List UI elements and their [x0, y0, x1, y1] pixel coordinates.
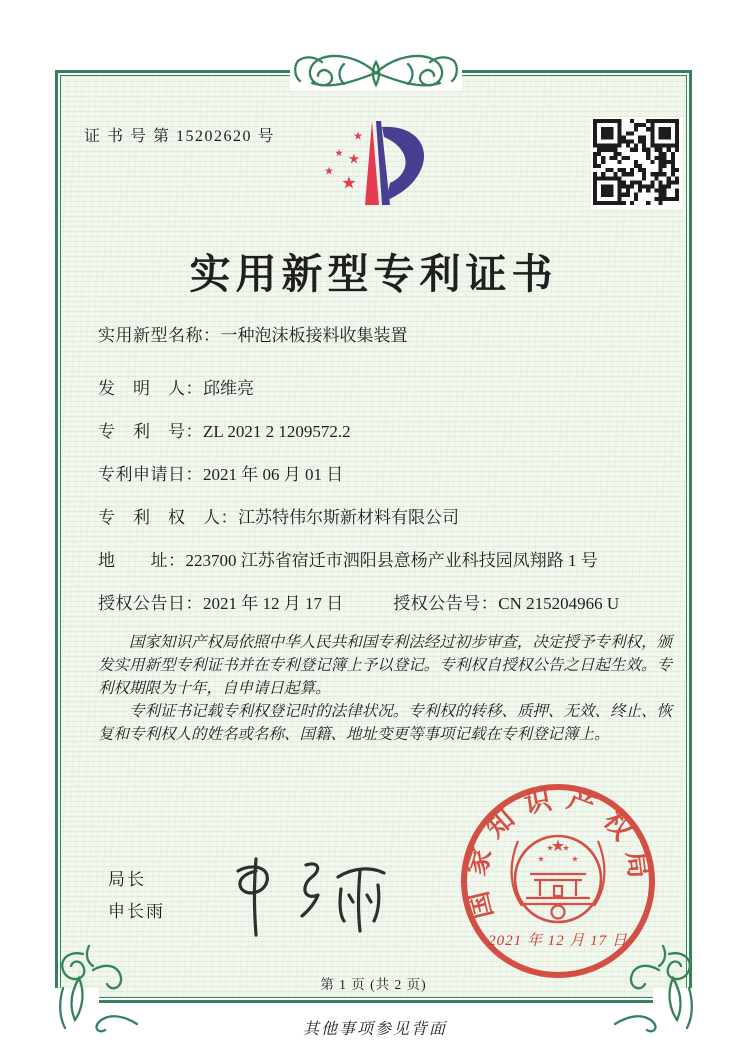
field-row-patentee	[98, 505, 676, 531]
field-row-grant	[98, 591, 676, 617]
seal-date: 2021 年 12 月 17 日	[488, 933, 628, 949]
official-seal	[456, 779, 660, 983]
field-value-patent-no: ZL 2021 2 1209572.2	[203, 422, 351, 441]
field-label-grant-date: 授权公告日：	[98, 594, 203, 613]
field-value-address: 223700 江苏省宿迁市泗阳县意杨产业科技园凤翔路 1 号	[185, 551, 598, 570]
field-row-inventor	[98, 376, 676, 402]
commissioner-title: 局长	[108, 870, 146, 889]
field-row-filing-date	[98, 462, 676, 488]
field-row-patent-no	[98, 419, 676, 445]
field-row-name	[98, 323, 676, 349]
field-value-name: 一种泡沫板接料收集装置	[220, 326, 408, 345]
legal-text-section	[98, 631, 672, 746]
field-label-name: 实用新型名称：	[98, 326, 221, 345]
field-row-address	[98, 548, 676, 574]
field-label-patent-no: 专 利 号：	[98, 422, 203, 441]
svg-text:国家知识产权局	[460, 782, 656, 921]
field-label-grant-no: 授权公告号：	[393, 594, 499, 613]
field-label-filing-date: 专利申请日：	[98, 465, 203, 484]
cnipa-logo-icon	[320, 119, 436, 213]
director-signature	[214, 853, 400, 941]
field-label-inventor: 发 明 人：	[98, 379, 203, 398]
top-flourish-ornament-icon	[226, 50, 526, 96]
legal-paragraph-2: 专利证书记载专利权登记时的法律状况。专利权的转移、质押、无效、终止、恢复和专利权人的姓名或名称、国籍、地址变更等事项记载在专利登记簿上。	[98, 703, 672, 743]
legal-paragraph-1: 国家知识产权局依照中华人民共和国专利法经过初步审查，决定授予专利权，颁发实用新型专利证书并在专利登记簿上予以登记。专利权自授权公告之日起生效。专利权期限为十年，自申请日起算。	[98, 634, 672, 697]
bottom-left-ornament-icon	[49, 944, 141, 1036]
certificate-border-frame	[55, 70, 692, 1003]
certificate-number: 证 书 号 第 15202620 号	[84, 128, 276, 145]
qr-code	[591, 117, 683, 209]
field-value-patentee: 江苏特伟尔斯新材料有限公司	[238, 508, 459, 527]
field-value-inventor: 邱维亮	[203, 379, 254, 398]
national-emblem-icon	[512, 836, 605, 922]
page-number: 第 1 页 (共 2 页)	[320, 977, 427, 992]
certificate-title: 实用新型专利证书	[189, 251, 558, 297]
back-note: 其他事项参见背面	[302, 1021, 447, 1038]
seal-ring-text: 国家知识产权局	[460, 782, 656, 922]
field-label-address: 地 址：	[98, 551, 186, 570]
commissioner-name: 申长雨	[108, 902, 165, 921]
field-label-patentee: 专 利 权 人：	[98, 508, 238, 527]
field-value-filing-date: 2021 年 06 月 01 日	[203, 465, 344, 484]
field-value-grant-date: 2021 年 12 月 17 日	[203, 594, 344, 613]
field-value-grant-no: CN 215204966 U	[498, 594, 620, 613]
fields-section	[98, 323, 676, 634]
